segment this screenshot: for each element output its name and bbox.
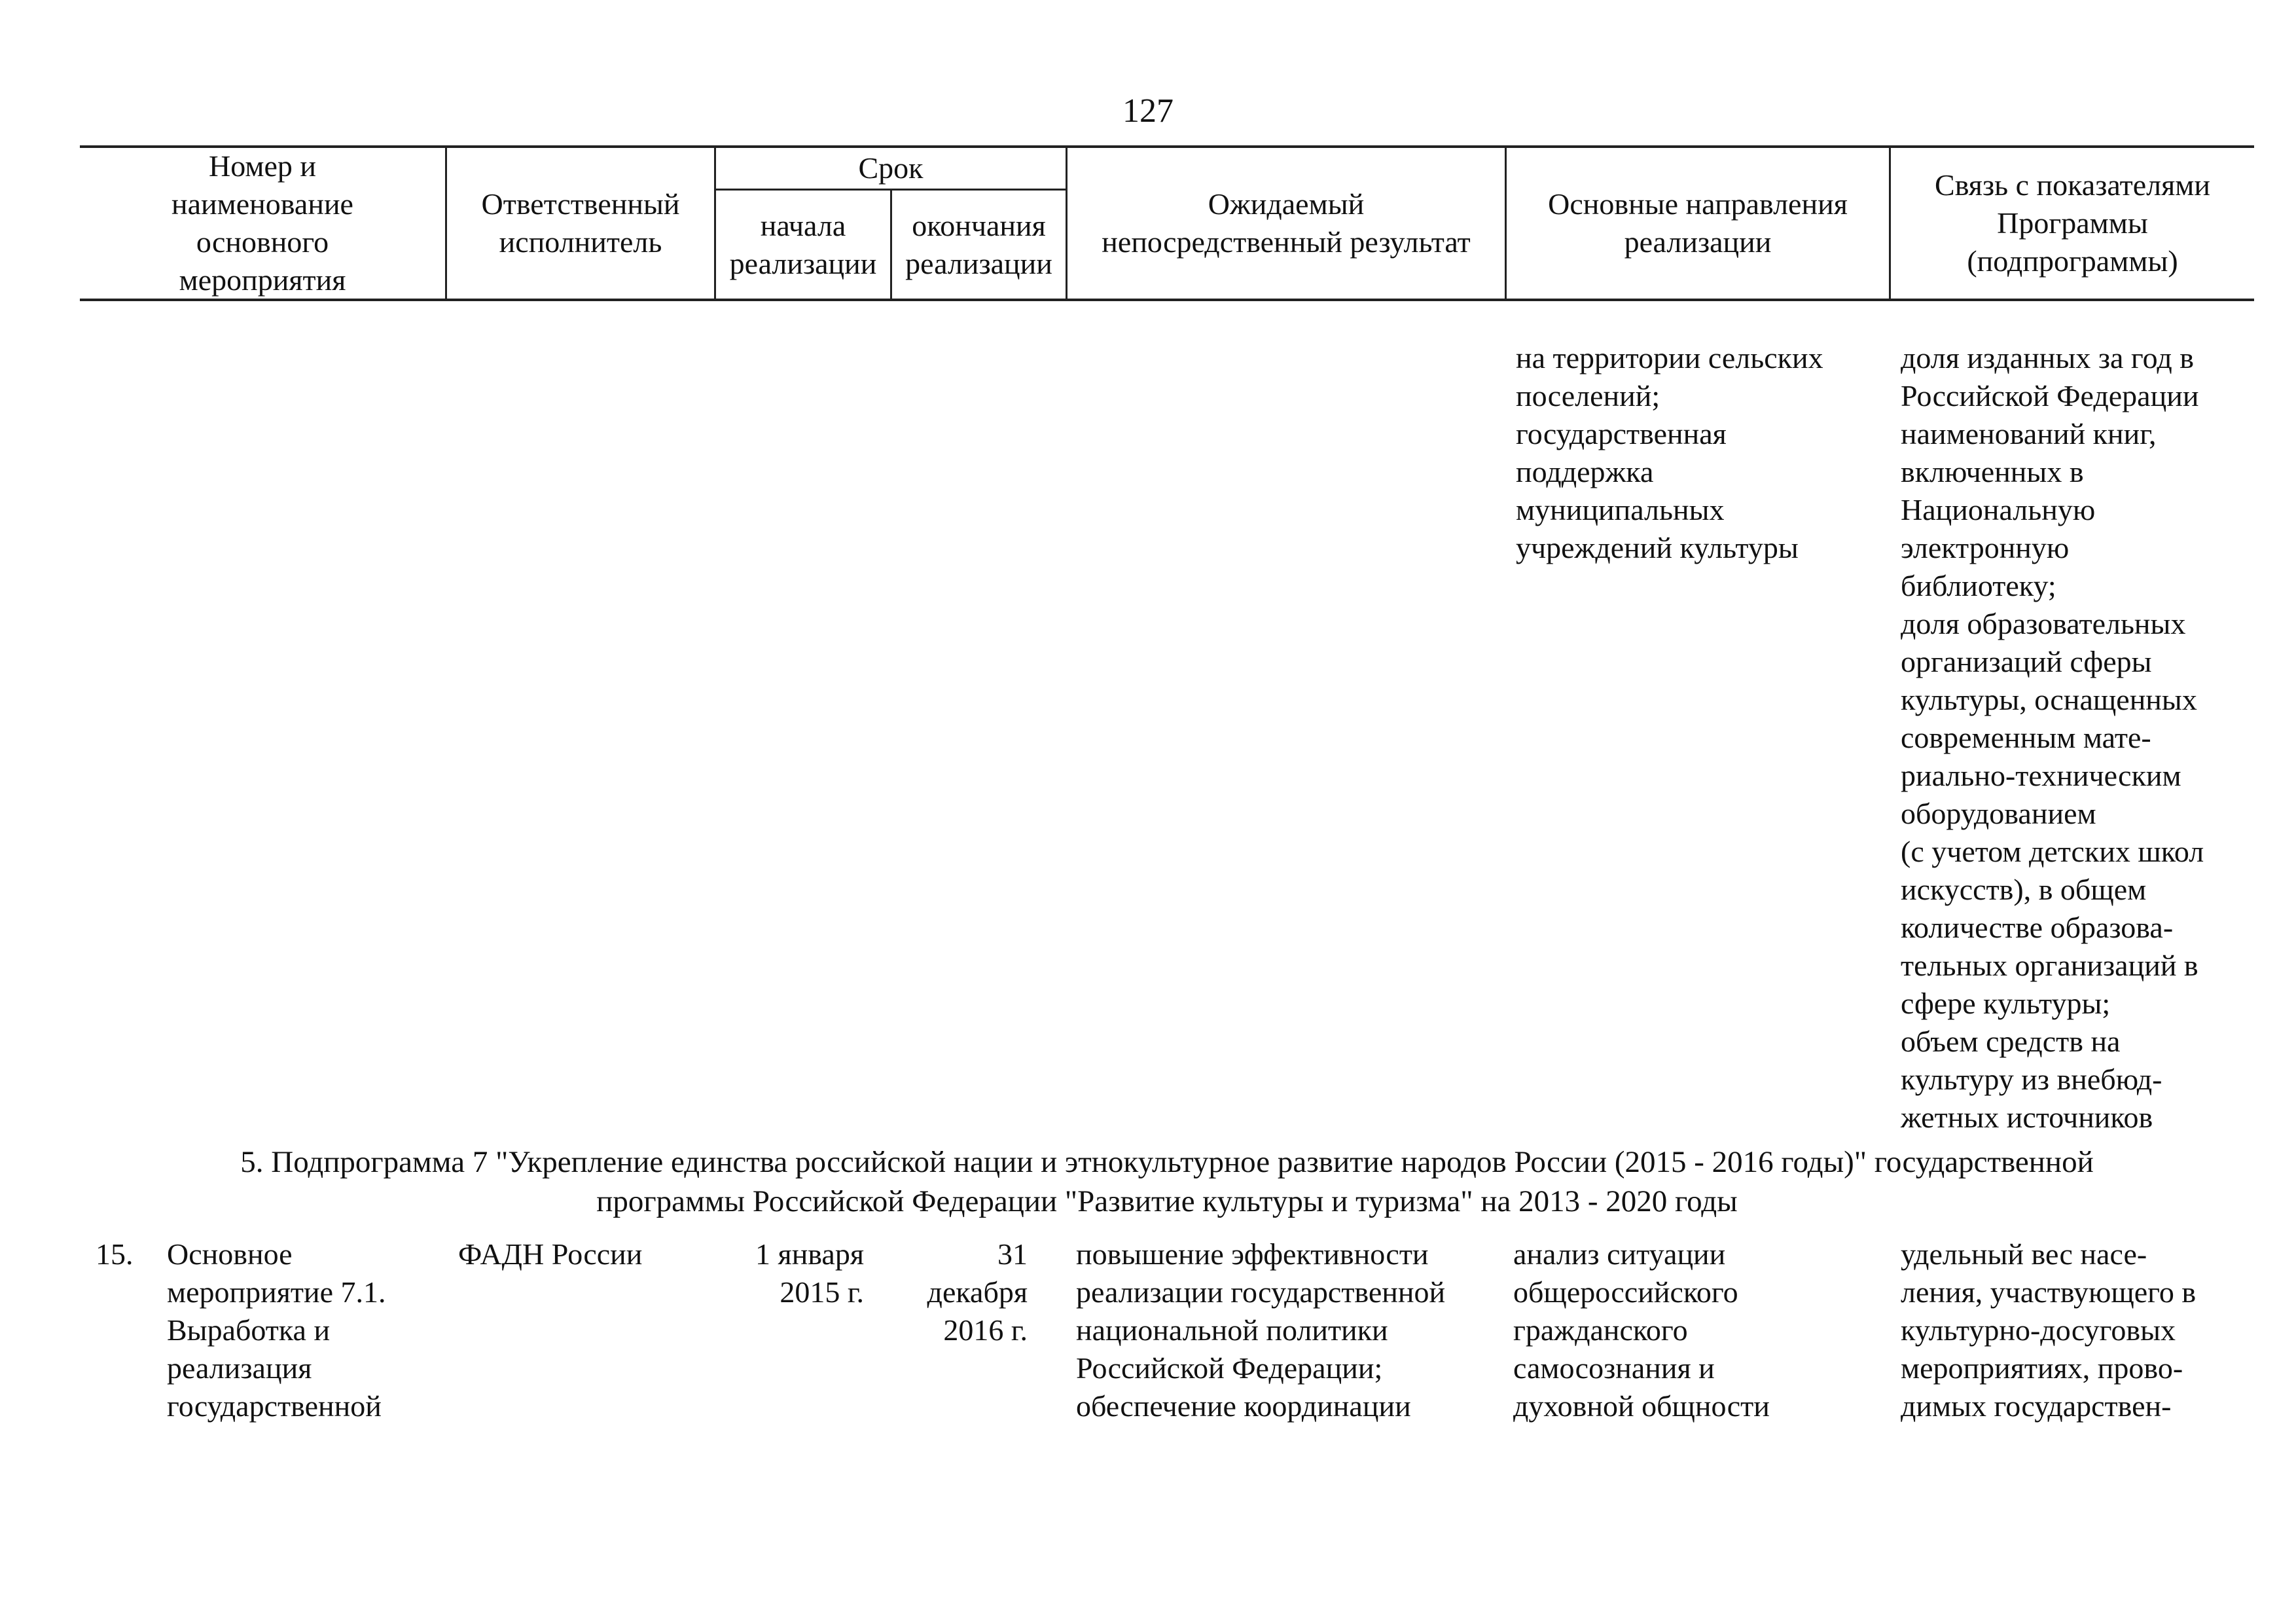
continued-directions: на территории сельских поселений; государственная поддержка муниципальных учреждений культуры (1516, 341, 1823, 564)
row15-responsible: ФАДН России (458, 1237, 643, 1271)
header-col-link: Связь с показателями Программы (подпрограммы) (1935, 168, 2210, 278)
header-col-term: Срок (858, 151, 924, 185)
row15-start: 1 января 2015 г. (755, 1237, 864, 1309)
row15-number: 15. (96, 1237, 134, 1271)
header-col-responsible: Ответственный исполнитель (481, 187, 680, 259)
header-col-directions: Основные направления реализации (1548, 187, 1848, 259)
page-number: 127 (1122, 92, 1174, 130)
header-col-number: Номер и наименование основного мероприятия (171, 149, 353, 297)
subprogram-heading-line1: 5. Подпрограмма 7 "Укрепление единства российской нации и этнокультурное развитие народов России (2015 - 2016 годы)" государственной (240, 1145, 2094, 1179)
row15-indicators: удельный вес насе- ления, участвующего в культурно-досуговых мероприятиях, прово- димых государствен- (1901, 1237, 2197, 1423)
table-header (80, 145, 2254, 301)
header-col-result: Ожидаемый непосредственный результат (1102, 187, 1471, 259)
header-col-start: начала реализации (729, 208, 877, 280)
continued-indicators: доля изданных за год в Российской Федерации наименований книг, включенных в Национальную электронную библиотеку; доля образовательных организаций сферы культуры, оснащенных современным мате- риально-техническим оборудованием (с учетом детских школ искусств), в общем количестве образова- тельных организаций в сфере культуры; объем средств на культуру из внебюд- жетных источников (1901, 341, 2204, 1134)
row15-result: повышение эффективности реализации государственной национальной политики Российской Федерации; обеспечение координации (1076, 1237, 1446, 1423)
subprogram-heading-line2: программы Российской Федерации "Развитие культуры и туризма" на 2013 - 2020 годы (596, 1184, 1738, 1218)
row15-end: 31 декабря 2016 г. (927, 1237, 1028, 1347)
row15-directions: анализ ситуации общероссийского гражданского самосознания и духовной общности (1513, 1237, 1770, 1423)
header-col-end: окончания реализации (905, 208, 1052, 280)
row15-name: Основное мероприятие 7.1. Выработка и реализация государственной (167, 1237, 386, 1423)
subprogram-heading (80, 1142, 2254, 1221)
